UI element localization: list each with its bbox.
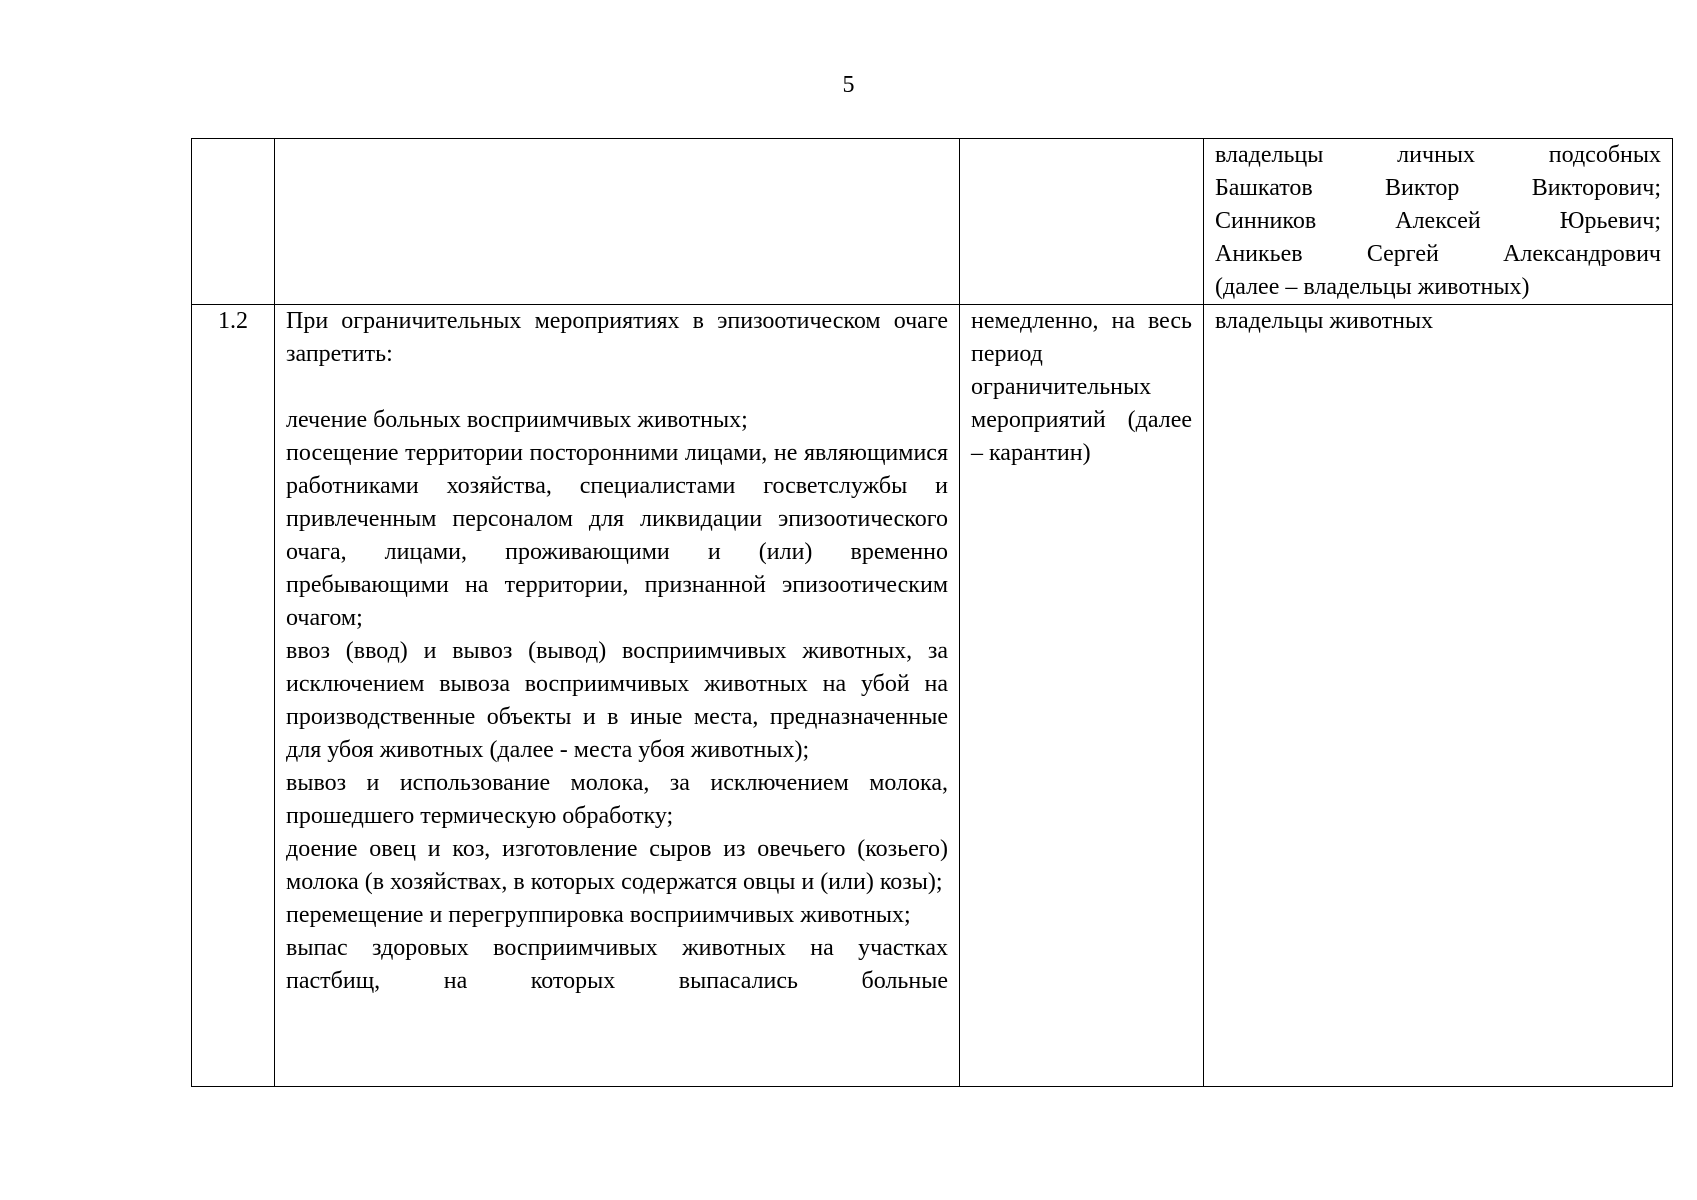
owners-line: Башкатов Виктор Викторович; [1215, 175, 1661, 201]
owners-line: (далее – владельцы животных) [1215, 274, 1530, 300]
measure-item: ввоз (ввод) и вывоз (вывод) восприимчивых животных, за исключением вывоза восприимчивых животных на убой на производственные объекты и в иные места, предназначенные для убоя животных (далее - места убоя животных); [286, 638, 948, 763]
row-number-cell: 1.2 [192, 305, 275, 1087]
measure-item: доение овец и коз, изготовление сыров из овечьего (козьего) молока (в хозяйствах, в которых содержатся овцы и (или) козы); [286, 836, 948, 895]
owners-line: Синников Алексей Юрьевич; [1215, 208, 1661, 234]
owners-line: владельцы личных подсобных [1215, 142, 1661, 168]
page-number: 5 [842, 72, 855, 98]
measure-item: посещение территории посторонними лицами, не являющимися работниками хозяйства, специалистами госветслужбы и привлеченным персоналом для ликвидации эпизоотического очага, лицами, проживающими и (или) временно пребывающими на территории, признанной эпизоотическим очагом; [286, 440, 948, 631]
measures-table [191, 138, 1673, 1087]
measure-intro: При ограничительных мероприятиях в эпизоотическом очаге запретить: [286, 308, 948, 367]
term-cell: немедленно, на весь период ограничительных мероприятий (далее – карантин) [960, 305, 1204, 1087]
table-row [192, 305, 1673, 1087]
measure-item: лечение больных восприимчивых животных; [286, 407, 748, 433]
measure-item: выпас здоровых восприимчивых животных на участках пастбищ, на которых выпасались больные [286, 935, 948, 994]
measure-item: перемещение и перегруппировка восприимчивых животных; [286, 902, 911, 928]
owners-cell: владельцы животных [1204, 305, 1673, 1087]
row-number-cell [192, 139, 275, 305]
measure-cell [275, 305, 960, 1087]
measure-cell [275, 139, 960, 305]
owners-cell [1204, 139, 1673, 305]
owners-line: Аникьев Сергей Александрович [1215, 241, 1661, 267]
measure-item: вывоз и использование молока, за исключением молока, прошедшего термическую обработку; [286, 770, 948, 829]
blank-line [286, 371, 948, 404]
table-row [192, 139, 1673, 305]
term-cell [960, 139, 1204, 305]
